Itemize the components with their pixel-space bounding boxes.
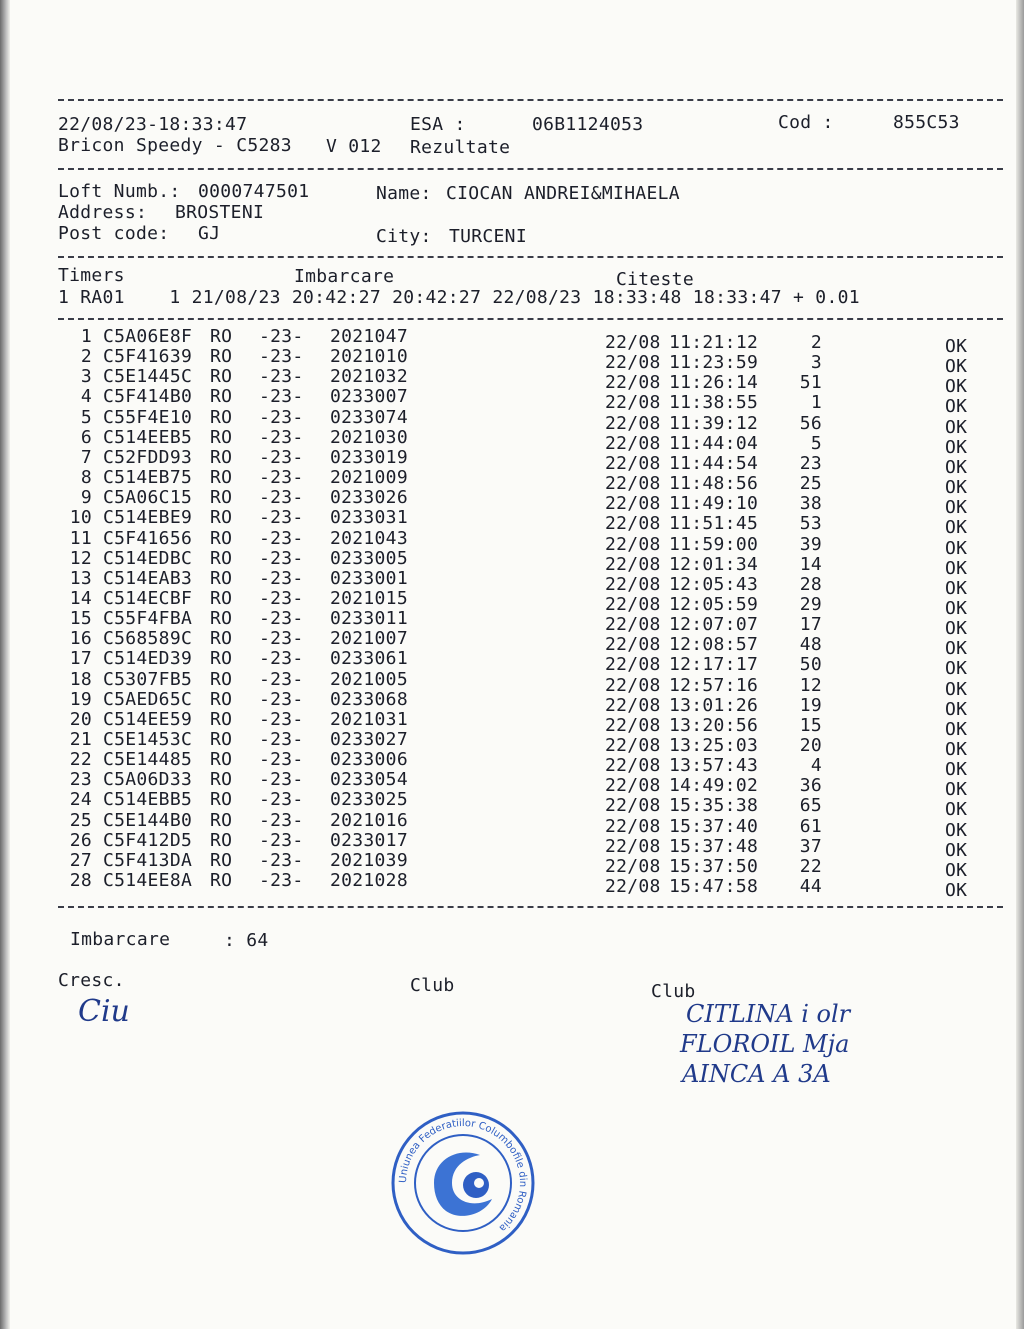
divider [58,99,1003,101]
mark-number: 50 [799,654,822,676]
ring-code: C514EB75 [103,467,193,489]
arrival-date: 22/08 [605,735,661,756]
row-number: 25 [69,809,92,831]
club-label: Club [410,975,455,996]
mark-number: 36 [799,775,822,797]
postcode-label: Post code: [58,223,170,244]
country-code: RO [210,809,233,831]
country-code: RO [210,527,233,549]
timers-label: Timers [58,265,125,286]
country-code: RO [210,547,233,569]
year-code: -23- [259,326,304,347]
arrival-time: 12:01:34 [669,553,759,575]
arrival-time: 11:44:54 [669,452,759,474]
arrival-time: 11:48:56 [669,473,759,495]
status: OK [945,658,968,680]
mark-number: 4 [810,755,822,777]
status: OK [945,739,968,760]
ring-code: C5307FB5 [103,668,193,690]
handwritten-note-line-1: CITLINA i olr [686,1000,851,1028]
arrival-date: 22/08 [605,714,661,736]
mark-number: 61 [799,815,822,837]
arrival-date: 22/08 [605,876,661,898]
year-code: -23- [259,426,304,448]
year-code: -23- [259,608,304,630]
country-code: RO [210,507,233,529]
status: OK [945,638,968,660]
divider [58,906,1003,908]
arrival-time: 11:44:04 [669,432,759,454]
row-number: 5 [80,406,92,428]
row-number: 21 [69,729,92,750]
row-number: 6 [80,426,92,448]
year-code: -23- [259,749,304,771]
year-code: -23- [259,386,304,408]
divider [58,168,1003,170]
country-code: RO [210,346,233,368]
ring-number: 2021010 [330,346,408,368]
arrival-date: 22/08 [605,815,661,837]
country-code: RO [210,628,233,650]
status: OK [945,477,968,499]
country-code: RO [210,326,233,347]
ring-number: 0233074 [330,406,408,428]
ring-code: C5AED65C [103,688,193,710]
ring-code: C5A06C15 [103,487,193,509]
arrival-time: 13:25:03 [669,735,759,756]
arrival-date: 22/08 [605,654,661,676]
row-number: 10 [69,507,92,529]
arrival-time: 11:38:55 [669,392,759,414]
country-code: RO [210,386,233,408]
arrival-date: 22/08 [605,795,661,817]
status: OK [945,839,968,861]
ring-number: 2021039 [330,849,408,871]
divider [58,256,1003,258]
ring-code: C5F412D5 [103,829,193,851]
arrival-date: 22/08 [605,513,661,535]
country-code: RO [210,668,233,690]
year-code: -23- [259,769,304,791]
mark-number: 38 [799,493,822,515]
year-code: -23- [259,829,304,851]
status: OK [945,356,968,378]
ring-number: 2021005 [330,668,408,690]
handwritten-note-line-3: AINCA A 3A [682,1060,831,1088]
arrival-date: 22/08 [605,473,661,495]
mark-number: 37 [799,835,822,857]
arrival-date: 22/08 [605,332,661,353]
arrival-time: 15:37:40 [669,815,759,837]
arrival-time: 15:37:50 [669,855,759,877]
arrival-time: 11:21:12 [669,332,759,353]
mark-number: 3 [810,352,822,374]
ring-number: 0233001 [330,567,408,589]
row-number: 17 [69,648,92,670]
ring-code: C5F41656 [103,527,193,549]
year-code: -23- [259,547,304,569]
imbarcare-total-label: Imbarcare [70,929,171,950]
postcode-value: GJ [198,223,221,244]
arrival-time: 12:57:16 [669,674,759,696]
status: OK [945,759,968,781]
year-code: -23- [259,527,304,549]
country-code: RO [210,587,233,609]
ring-code: C514EDBC [103,547,193,569]
arrival-time: 15:35:38 [669,795,759,817]
country-code: RO [210,749,233,771]
signature: Ciu [78,994,130,1029]
year-code: -23- [259,487,304,509]
status: OK [945,698,968,720]
arrival-date: 22/08 [605,614,661,636]
name-value: CIOCAN ANDREI&MIHAELA [446,183,680,204]
row-number: 13 [69,567,92,589]
ring-code: C5F41639 [103,346,193,368]
ring-code: C514EBE9 [103,507,193,529]
ring-number: 2021007 [330,628,408,650]
ring-number: 0233025 [330,789,408,811]
arrival-time: 11:59:00 [669,533,759,555]
row-number: 24 [69,789,92,811]
year-code: -23- [259,587,304,609]
imbarcare-total-value: : 64 [224,930,269,951]
timer-line: 1 RA01 1 21/08/23 20:42:27 20:42:27 22/08/23 18:33:48 18:33:47 + 0.01 [58,287,860,308]
mark-number: 19 [799,694,822,716]
ring-number: 2021028 [330,870,408,892]
row-number: 14 [69,587,92,609]
ring-code: C52FDD93 [103,446,193,468]
mark-number: 20 [799,735,822,756]
arrival-time: 11:49:10 [669,493,759,515]
loft-label: Loft Numb.: [58,181,181,202]
country-code: RO [210,688,233,710]
status: OK [945,718,968,740]
report-title: Rezultate [410,137,511,158]
esa-value: 06B1124053 [532,114,644,135]
mark-number: 39 [799,533,822,555]
arrival-date: 22/08 [605,372,661,394]
arrival-date: 22/08 [605,412,661,434]
ring-code: C514EEB5 [103,426,193,448]
ring-number: 0233005 [330,547,408,569]
ring-code: C514ECBF [103,587,193,609]
mark-number: 23 [799,452,822,474]
mark-number: 14 [799,553,822,575]
ring-code: C514ED39 [103,648,193,670]
ring-number: 2021016 [330,809,408,831]
country-code: RO [210,406,233,428]
row-number: 8 [80,467,92,489]
mark-number: 5 [810,432,822,454]
status: OK [945,859,968,881]
row-number: 4 [80,386,92,408]
name-label: Name: [376,183,432,204]
ring-number: 2021015 [330,587,408,609]
country-code: RO [210,648,233,670]
ring-code: C55F4FBA [103,608,193,630]
ring-number: 0233017 [330,829,408,851]
table-row [0,870,1024,902]
ring-number: 2021031 [330,708,408,730]
handwritten-note-line-2: FLOROIL Mja [680,1030,850,1058]
country-code: RO [210,789,233,811]
year-code: -23- [259,406,304,428]
status: OK [945,577,968,599]
year-code: -23- [259,729,304,750]
arrival-time: 12:17:17 [669,654,759,676]
ring-number: 0233026 [330,487,408,509]
ring-number: 2021043 [330,527,408,549]
country-code: RO [210,446,233,468]
status: OK [945,618,968,640]
city-value: TURCENI [449,226,527,247]
year-code: -23- [259,567,304,589]
cod-value: 855C53 [893,112,960,133]
ring-code: C514EE59 [103,708,193,730]
row-number: 1 [80,326,92,347]
mark-number: 17 [799,614,822,636]
federation-stamp [388,1103,538,1263]
country-code: RO [210,829,233,851]
city-label: City: [376,226,432,247]
mark-number: 65 [799,795,822,817]
arrival-time: 11:23:59 [669,352,759,374]
status: OK [945,779,968,801]
arrival-time: 15:37:48 [669,835,759,857]
arrival-time: 11:26:14 [669,372,759,394]
esa-label: ESA : [410,114,466,135]
citeste-header: Citeste [616,269,694,290]
ring-number: 0233054 [330,769,408,791]
status: OK [945,436,968,458]
country-code: RO [210,567,233,589]
arrival-time: 15:47:58 [669,876,759,898]
status: OK [945,396,968,418]
year-code: -23- [259,708,304,730]
mark-number: 2 [810,332,822,353]
country-code: RO [210,487,233,509]
year-code: -23- [259,507,304,529]
ring-code: C5F414B0 [103,386,193,408]
ring-code: C568589C [103,628,193,650]
status: OK [945,557,968,579]
mark-number: 1 [810,392,822,414]
ring-number: 0233068 [330,688,408,710]
arrival-date: 22/08 [605,855,661,877]
year-code: -23- [259,688,304,710]
year-code: -23- [259,366,304,388]
arrival-date: 22/08 [605,755,661,777]
country-code: RO [210,769,233,791]
ring-code: C514EAB3 [103,567,193,589]
arrival-time: 13:57:43 [669,755,759,777]
year-code: -23- [259,789,304,811]
mark-number: 53 [799,513,822,535]
year-code: -23- [259,849,304,871]
arrival-date: 22/08 [605,593,661,615]
cresc-label: Cresc. [58,970,125,991]
year-code: -23- [259,346,304,368]
device-name: Bricon Speedy - C5283 [58,135,292,156]
arrival-date: 22/08 [605,694,661,716]
arrival-date: 22/08 [605,634,661,656]
status: OK [945,376,968,398]
row-number: 23 [69,769,92,791]
cod-label: Cod : [778,112,834,133]
ring-number: 2021030 [330,426,408,448]
ring-code: C5F413DA [103,849,193,871]
arrival-time: 11:51:45 [669,513,759,535]
status: OK [945,456,968,478]
ring-number: 0233061 [330,648,408,670]
print-datetime: 22/08/23-18:33:47 [58,114,248,135]
mark-number: 28 [799,573,822,595]
ring-number: 0233031 [330,507,408,529]
arrival-date: 22/08 [605,493,661,515]
device-version: V 012 [326,136,382,157]
stamp-text: Uniunea Federatiilor Columbofile din Romania [397,1117,529,1234]
mark-number: 12 [799,674,822,696]
arrival-date: 22/08 [605,835,661,857]
country-code: RO [210,467,233,489]
arrival-time: 11:39:12 [669,412,759,434]
mark-number: 44 [799,876,822,898]
divider [58,318,1003,320]
arrival-time: 12:05:43 [669,573,759,595]
status: OK [945,678,968,700]
year-code: -23- [259,668,304,690]
row-number: 20 [69,708,92,730]
arrival-date: 22/08 [605,452,661,474]
arrival-date: 22/08 [605,432,661,454]
ring-code: C5E14485 [103,749,193,771]
ring-code: C5A06E8F [103,326,193,347]
mark-number: 51 [799,372,822,394]
ring-code: C5E1445C [103,366,193,388]
row-number: 15 [69,608,92,630]
ring-number: 2021009 [330,467,408,489]
year-code: -23- [259,870,304,892]
ring-number: 0233006 [330,749,408,771]
loft-value: 0000747501 [198,181,310,202]
arrival-date: 22/08 [605,352,661,374]
mark-number: 22 [799,855,822,877]
row-number: 18 [69,668,92,690]
country-code: RO [210,729,233,750]
row-number: 28 [69,870,92,892]
ring-number: 0233007 [330,386,408,408]
arrival-time: 12:07:07 [669,614,759,636]
status: OK [945,537,968,559]
status: OK [945,819,968,841]
country-code: RO [210,870,233,892]
year-code: -23- [259,628,304,650]
address-value: BROSTENI [175,202,265,223]
arrival-date: 22/08 [605,573,661,595]
status: OK [945,799,968,821]
country-code: RO [210,849,233,871]
row-number: 27 [69,849,92,871]
row-number: 16 [69,628,92,650]
arrival-time: 13:20:56 [669,714,759,736]
ring-code: C5E1453C [103,729,193,750]
club-label-2: Club [651,981,696,1002]
ring-number: 2021047 [330,326,408,347]
country-code: RO [210,608,233,630]
ring-number: 2021032 [330,366,408,388]
row-number: 22 [69,749,92,771]
arrival-time: 14:49:02 [669,775,759,797]
mark-number: 48 [799,634,822,656]
arrival-date: 22/08 [605,553,661,575]
row-number: 26 [69,829,92,851]
status: OK [945,880,968,902]
status: OK [945,597,968,619]
arrival-time: 12:08:57 [669,634,759,656]
country-code: RO [210,366,233,388]
ring-number: 0233027 [330,729,408,750]
status: OK [945,497,968,519]
status: OK [945,517,968,539]
year-code: -23- [259,648,304,670]
ring-code: C5E144B0 [103,809,193,831]
status: OK [945,336,968,357]
ring-code: C5A06D33 [103,769,193,791]
arrival-date: 22/08 [605,775,661,797]
ring-code: C514EBB5 [103,789,193,811]
ring-code: C514EE8A [103,870,193,892]
row-number: 2 [80,346,92,368]
mark-number: 29 [799,593,822,615]
address-label: Address: [58,202,148,223]
arrival-date: 22/08 [605,533,661,555]
year-code: -23- [259,809,304,831]
ring-number: 0233019 [330,446,408,468]
country-code: RO [210,426,233,448]
ring-number: 0233011 [330,608,408,630]
arrival-date: 22/08 [605,674,661,696]
arrival-time: 12:05:59 [669,593,759,615]
row-number: 19 [69,688,92,710]
year-code: -23- [259,446,304,468]
country-code: RO [210,708,233,730]
status: OK [945,416,968,438]
row-number: 12 [69,547,92,569]
mark-number: 56 [799,412,822,434]
mark-number: 25 [799,473,822,495]
ring-code: C55F4E10 [103,406,193,428]
mark-number: 15 [799,714,822,736]
row-number: 3 [80,366,92,388]
year-code: -23- [259,467,304,489]
arrival-time: 13:01:26 [669,694,759,716]
row-number: 7 [80,446,92,468]
arrival-date: 22/08 [605,392,661,414]
row-number: 9 [80,487,92,509]
imbarcare-header: Imbarcare [294,266,395,287]
row-number: 11 [69,527,92,549]
